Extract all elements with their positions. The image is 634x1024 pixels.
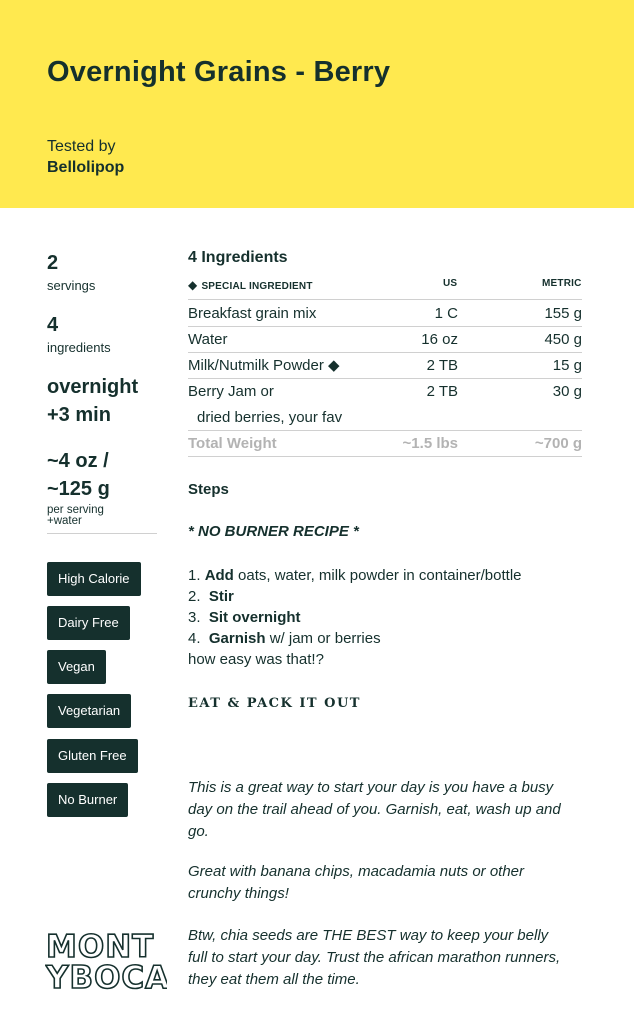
water-label: +water	[47, 515, 82, 527]
servings-label: servings	[47, 278, 96, 293]
ingredient-name: Milk/Nutmilk Powder ◆	[188, 357, 340, 374]
no-burner-note: * NO BURNER RECIPE *	[188, 523, 359, 540]
per-serving-label: per serving	[47, 504, 104, 516]
tag-high-calorie[interactable]: High Calorie	[47, 562, 141, 596]
page-title: Overnight Grains - Berry	[47, 56, 391, 88]
step-closing: how easy was that!?	[188, 651, 324, 668]
serving-size-line1: ~4 oz /	[47, 450, 109, 472]
tag-no-burner[interactable]: No Burner	[47, 783, 128, 817]
time-value-line2: +3 min	[47, 404, 111, 426]
ingredient-metric: 155 g	[544, 305, 582, 322]
ingredients-count: 4	[47, 314, 59, 336]
ingredient-us: 2 TB	[426, 357, 458, 374]
step-item: 4. Garnish w/ jam or berries	[188, 630, 381, 647]
tag-dairy-free[interactable]: Dairy Free	[47, 606, 130, 640]
note-paragraph: This is a great way to start your day is you have a busy day on the trail ahead of you. Garnish, eat, wash up and go.	[188, 779, 561, 840]
tag-vegan[interactable]: Vegan	[47, 650, 106, 684]
ingredient-name: Berry Jam or	[188, 383, 274, 400]
ingredient-name-cont: dried berries, your fav	[197, 409, 343, 426]
diamond-icon: ◆	[188, 278, 198, 292]
divider	[188, 352, 582, 353]
divider	[188, 378, 582, 379]
ingredient-us: 2 TB	[426, 383, 458, 400]
divider	[188, 456, 582, 457]
tester-name: Bellolipop	[47, 159, 125, 176]
total-weight-label: Total Weight	[188, 435, 277, 452]
servings-value: 2	[47, 252, 59, 274]
ingredients-title: 4 Ingredients	[188, 249, 288, 266]
svg-text:MONT: MONT	[46, 930, 155, 965]
note-paragraph: Great with banana chips, macadamia nuts or other crunchy things!	[188, 863, 525, 902]
total-us: ~1.5 lbs	[402, 435, 458, 452]
total-metric: ~700 g	[534, 435, 582, 452]
steps-title: Steps	[188, 481, 229, 498]
svg-text:YBOCA: YBOCA	[46, 960, 167, 994]
metric-header: METRIC	[542, 278, 582, 289]
ingredient-metric: 15 g	[552, 357, 582, 374]
divider	[188, 299, 582, 300]
ingredients-label: ingredients	[47, 340, 111, 355]
note-paragraph: Btw, chia seeds are THE BEST way to keep your belly full to start your day. Trust the african marathon runners, they eat them all the time.	[188, 927, 561, 988]
recipe-header	[0, 0, 634, 208]
step-item: 2. Stir	[188, 588, 234, 605]
eat-pack-heading: EAT & PACK IT OUT	[188, 696, 361, 711]
montyboca-logo	[45, 930, 167, 999]
step-item: 1. Add oats, water, milk powder in container/bottle	[188, 567, 522, 584]
us-header: US	[443, 278, 458, 289]
ingredient-name: Water	[188, 331, 228, 348]
time-value-line1: overnight	[47, 376, 139, 398]
ingredient-us: 1 C	[434, 305, 458, 322]
divider	[188, 326, 582, 327]
ingredient-metric: 450 g	[544, 331, 582, 348]
tag-vegetarian[interactable]: Vegetarian	[47, 694, 131, 728]
ingredient-name: Breakfast grain mix	[188, 305, 317, 322]
ingredient-metric: 30 g	[552, 383, 582, 400]
divider	[188, 430, 582, 431]
ingredient-us: 16 oz	[421, 331, 458, 348]
tag-gluten-free[interactable]: Gluten Free	[47, 739, 138, 773]
tested-by-label: Tested by	[47, 138, 116, 155]
stats-divider	[47, 533, 157, 534]
serving-size-line2: ~125 g	[47, 478, 110, 500]
special-ingredient-header: ◆ SPECIAL INGREDIENT	[188, 278, 313, 292]
step-item: 3. Sit overnight	[188, 609, 301, 626]
